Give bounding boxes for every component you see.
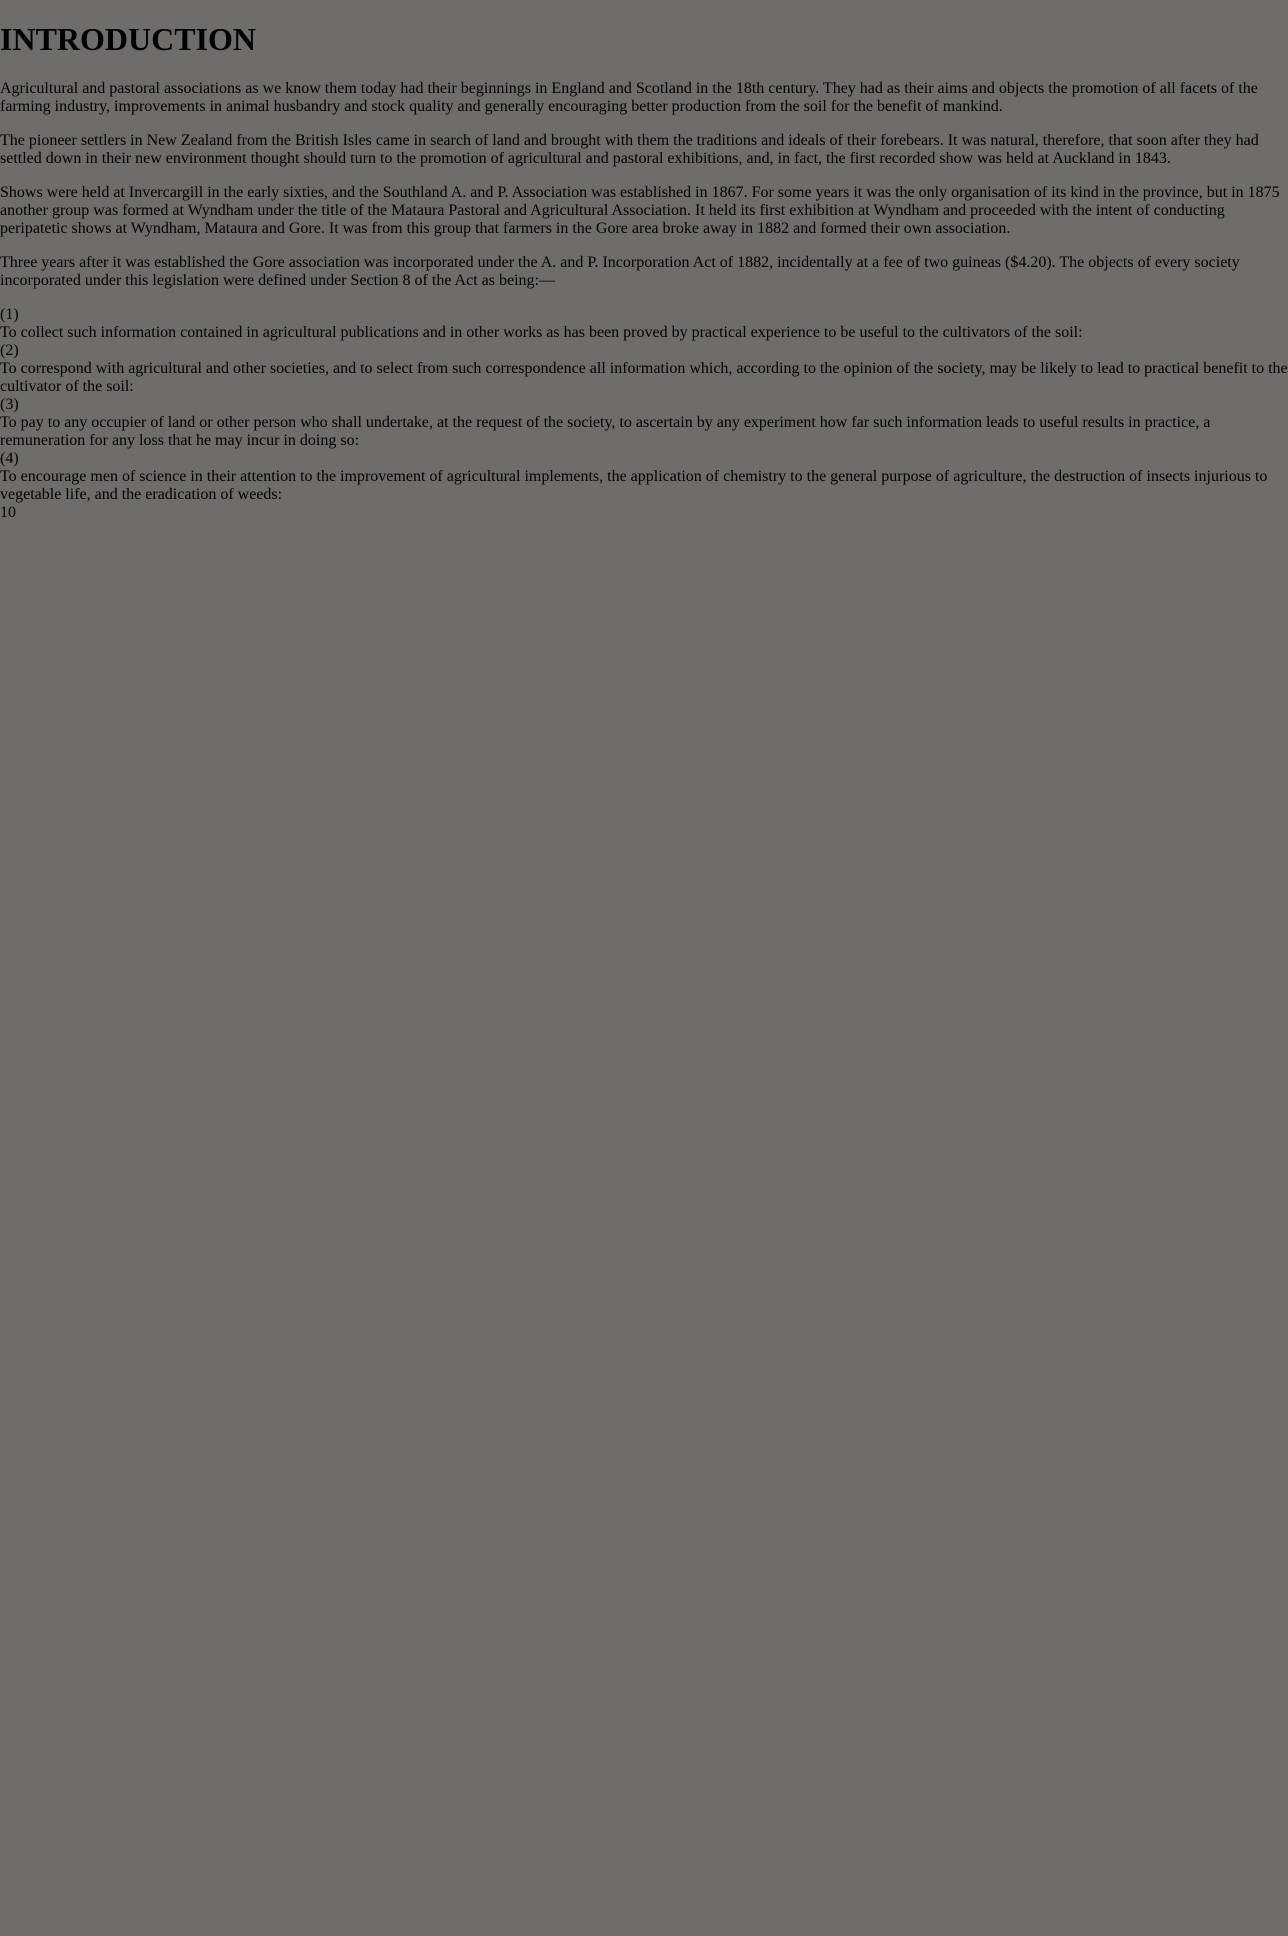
item-text: To encourage men of science in their attention to the improvement of agricultural implements, the application of chemistry to the general purpose of agriculture, the destruction of insects injurious to vegetable life, and the eradication of weeds:: [0, 467, 1268, 503]
item-text: To collect such information contained in agricultural publications and in other works as has been proved by practical experience to be useful to the cultivators of the soil:: [0, 323, 1083, 341]
act-objects-list: [0, 306, 1288, 504]
list-item-1: [0, 306, 1288, 342]
item-number: (3): [0, 395, 19, 413]
item-number: (4): [0, 449, 19, 467]
item-number: (1): [0, 305, 19, 323]
list-item-2: [0, 342, 1288, 396]
item-text: To pay to any occupier of land or other person who shall undertake, at the request of the society, to ascertain by any experiment how far such information leads to useful results in practice, a remuneration for any loss that he may incur in doing so:: [0, 413, 1211, 449]
item-text: To correspond with agricultural and other societies, and to select from such correspondence all information which, according to the opinion of the society, may be likely to lead to practical benefit to the cultivator of the soil:: [0, 359, 1288, 395]
list-item-4: [0, 450, 1288, 504]
page-number: 10: [0, 503, 16, 521]
intro-paragraph-4: Three years after it was established the Gore association was incorporated under the A. and P. Incorporation Act of 1882, incidentally at a fee of two guineas ($4.20). The objects of every society incorporated under this legislation were defined under Section 8 of the Act as being:—: [0, 253, 1240, 289]
intro-paragraph-1: Agricultural and pastoral associations as we know them today had their beginnings in England and Scotland in the 18th century. They had as their aims and objects the promotion of all facets of the farming industry, improvements in animal husbandry and stock quality and generally encouraging better production from the soil for the benefit of mankind.: [0, 79, 1258, 115]
intro-paragraph-3: Shows were held at Invercargill in the early sixties, and the Southland A. and P. Association was established in 1867. For some years it was the only organisation of its kind in the province, but in 1875 another group was formed at Wyndham under the title of the Mataura Pastoral and Agricultural Association. It held its first exhibition at Wyndham and proceeded with the intent of conducting peripatetic shows at Wyndham, Mataura and Gore. It was from this group that farmers in the Gore area broke away in 1882 and formed their own association.: [0, 183, 1280, 237]
item-number: (2): [0, 341, 19, 359]
list-item-3: [0, 396, 1288, 450]
page-title: INTRODUCTION: [0, 21, 257, 58]
intro-paragraph-2: The pioneer settlers in New Zealand from the British Isles came in search of land and brought with them the traditions and ideals of their forebears. It was natural, therefore, that soon after they had settled down in their new environment thought should turn to the promotion of agricultural and pastoral exhibitions, and, in fact, the first recorded show was held at Auckland in 1843.: [0, 131, 1259, 167]
page-content: [0, 21, 1288, 521]
